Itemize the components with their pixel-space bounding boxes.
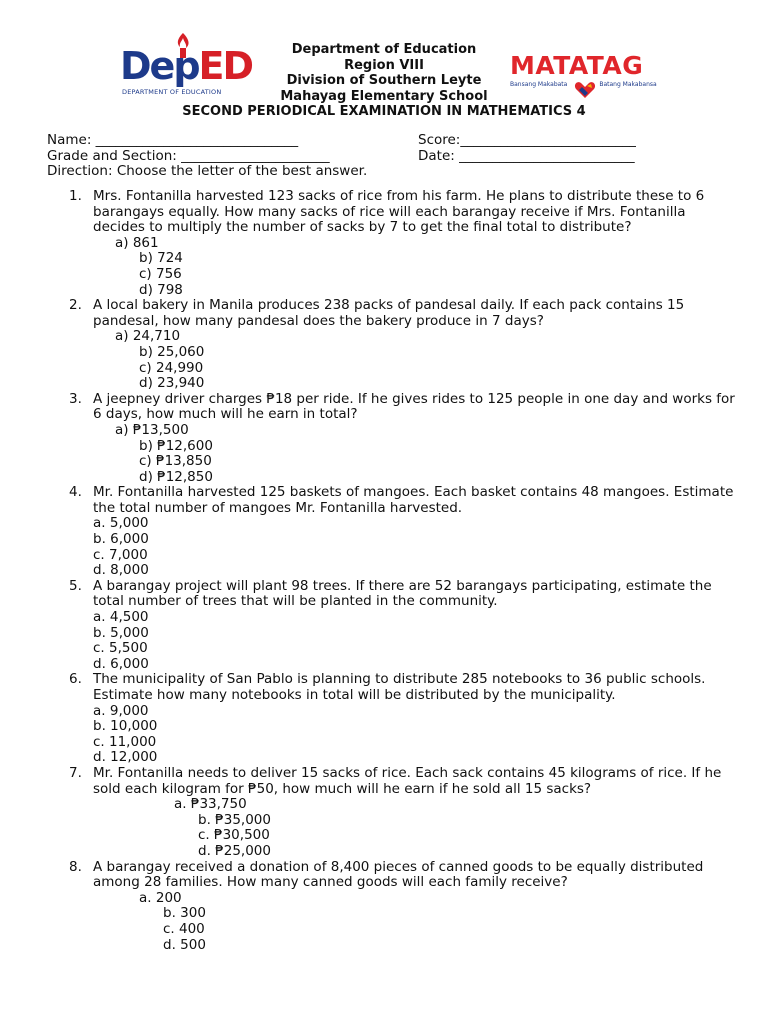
question-1 <box>47 189 737 298</box>
heart-icon <box>574 81 596 99</box>
matatag-tagline: Bansang Makabata Batang Makabansa <box>510 81 657 88</box>
question-text: Mr. Fontanilla harvested 125 baskets of mangoes. Each basket contains 48 mangoes. Estimate the total number of mangoes Mr. Fontanilla harvested. <box>93 484 734 516</box>
grade-section-field: Grade and Section: ______________________ <box>47 147 330 164</box>
option-c: c. 11,000 <box>93 733 157 750</box>
direction-line: Direction: Choose the letter of the best answer. <box>47 163 368 180</box>
option-c: c) 756 <box>139 265 182 282</box>
heading-line-school: Mahayag Elementary School <box>280 88 488 104</box>
question-7 <box>47 766 737 860</box>
option-b: b) 25,060 <box>139 343 205 360</box>
option-d: d. 500 <box>163 936 206 953</box>
heading-line-region: Region VIII <box>344 57 424 73</box>
date-field: Date: __________________________ <box>418 147 635 164</box>
option-a: a. ₱33,750 <box>174 796 247 813</box>
option-c: c) ₱13,850 <box>139 453 212 470</box>
option-c: c. 5,500 <box>93 640 148 657</box>
question-number: 8. <box>69 858 82 875</box>
question-number: 1. <box>69 188 82 204</box>
info-row-grade <box>47 149 737 165</box>
question-text: Mrs. Fontanilla harvested 123 sacks of rice from his farm. He plans to distribute these to 6 barangays equally. How many sacks of rice will each barangay receive if Mrs. Fontanilla decides to multiply the number of sacks by 7 to get the final total to distribute? <box>93 188 705 236</box>
exam-title: SECOND PERIODICAL EXAMINATION IN MATHEMATICS 4 <box>182 104 586 120</box>
option-d: d. ₱25,000 <box>198 842 271 859</box>
option-a: a. 4,500 <box>93 609 149 626</box>
heading-line-division: Division of Southern Leyte <box>286 73 482 89</box>
name-field: Name: ______________________________ <box>47 132 299 148</box>
question-number: 7. <box>69 764 82 781</box>
option-c: c. 400 <box>163 920 205 937</box>
option-d: d. 8,000 <box>93 562 149 579</box>
option-b: b. 10,000 <box>93 718 158 735</box>
question-number: 6. <box>69 671 82 688</box>
question-number: 5. <box>69 577 82 594</box>
question-text: A local bakery in Manila produces 238 packs of pandesal daily. If each pack contains 15 pandesal, how many pandesal does the bakery produce in 7 days? <box>93 297 685 329</box>
question-3 <box>47 392 737 486</box>
info-row-name <box>47 133 737 149</box>
deped-wordmark: DepED <box>120 44 253 88</box>
option-a: a. 9,000 <box>93 702 149 719</box>
option-b: b. 5,000 <box>93 624 149 641</box>
question-8 <box>47 860 737 954</box>
question-text: The municipality of San Pablo is planning to distribute 285 notebooks to 36 public schools. Estimate how many notebooks in total will be distributed by the municipality. <box>93 671 706 703</box>
option-b: b) ₱12,600 <box>139 437 213 454</box>
option-c: c) 24,990 <box>139 359 204 376</box>
option-b: b) 724 <box>139 250 183 267</box>
heading-line-department: Department of Education <box>291 42 477 57</box>
question-number: 4. <box>69 484 82 501</box>
option-d: d. 12,000 <box>93 749 158 766</box>
question-6 <box>47 672 737 766</box>
deped-subtitle: DEPARTMENT OF EDUCATION <box>122 88 222 96</box>
question-list <box>47 189 737 953</box>
document-header <box>0 30 768 120</box>
question-4 <box>47 485 737 579</box>
option-b: b. 6,000 <box>93 531 149 548</box>
question-text: Mr. Fontanilla needs to deliver 15 sacks of rice. Each sack contains 45 kilograms of rice. If he sold each kilogram for ₱50, how much will he earn if he sold all 15 sacks? <box>93 764 722 797</box>
option-a: a) 24,710 <box>115 328 181 345</box>
score-field: Score:__________________________ <box>418 132 636 148</box>
question-number: 3. <box>69 390 82 407</box>
option-a: a. 5,000 <box>93 515 149 532</box>
matatag-wordmark: MATATAG <box>510 51 644 80</box>
option-a: a. 200 <box>139 889 182 906</box>
option-b: b. ₱35,000 <box>198 811 271 828</box>
option-a: a) 861 <box>115 234 159 251</box>
question-number: 2. <box>69 297 82 314</box>
option-d: d) ₱12,850 <box>139 468 213 485</box>
student-info <box>47 133 737 180</box>
question-5 <box>47 579 737 673</box>
option-c: c. 7,000 <box>93 546 148 563</box>
question-2 <box>47 298 737 392</box>
option-d: d) 798 <box>139 281 183 298</box>
option-a: a) ₱13,500 <box>115 421 189 438</box>
option-d: d) 23,940 <box>139 375 205 392</box>
option-d: d. 6,000 <box>93 655 149 672</box>
question-text: A barangay received a donation of 8,400 pieces of canned goods to be equally distributed among 28 families. How many canned goods will each family receive? <box>93 858 704 891</box>
question-text: A barangay project will plant 98 trees. If there are 52 barangays participating, estimate the total number of trees that will be planted in the community. <box>93 577 712 610</box>
matatag-logo <box>510 52 670 102</box>
question-text: A jeepney driver charges ₱18 per ride. If he gives rides to 125 people in one day and works for 6 days, how much will he earn in total? <box>93 390 735 423</box>
option-c: c. ₱30,500 <box>198 827 270 844</box>
option-b: b. 300 <box>163 905 206 922</box>
